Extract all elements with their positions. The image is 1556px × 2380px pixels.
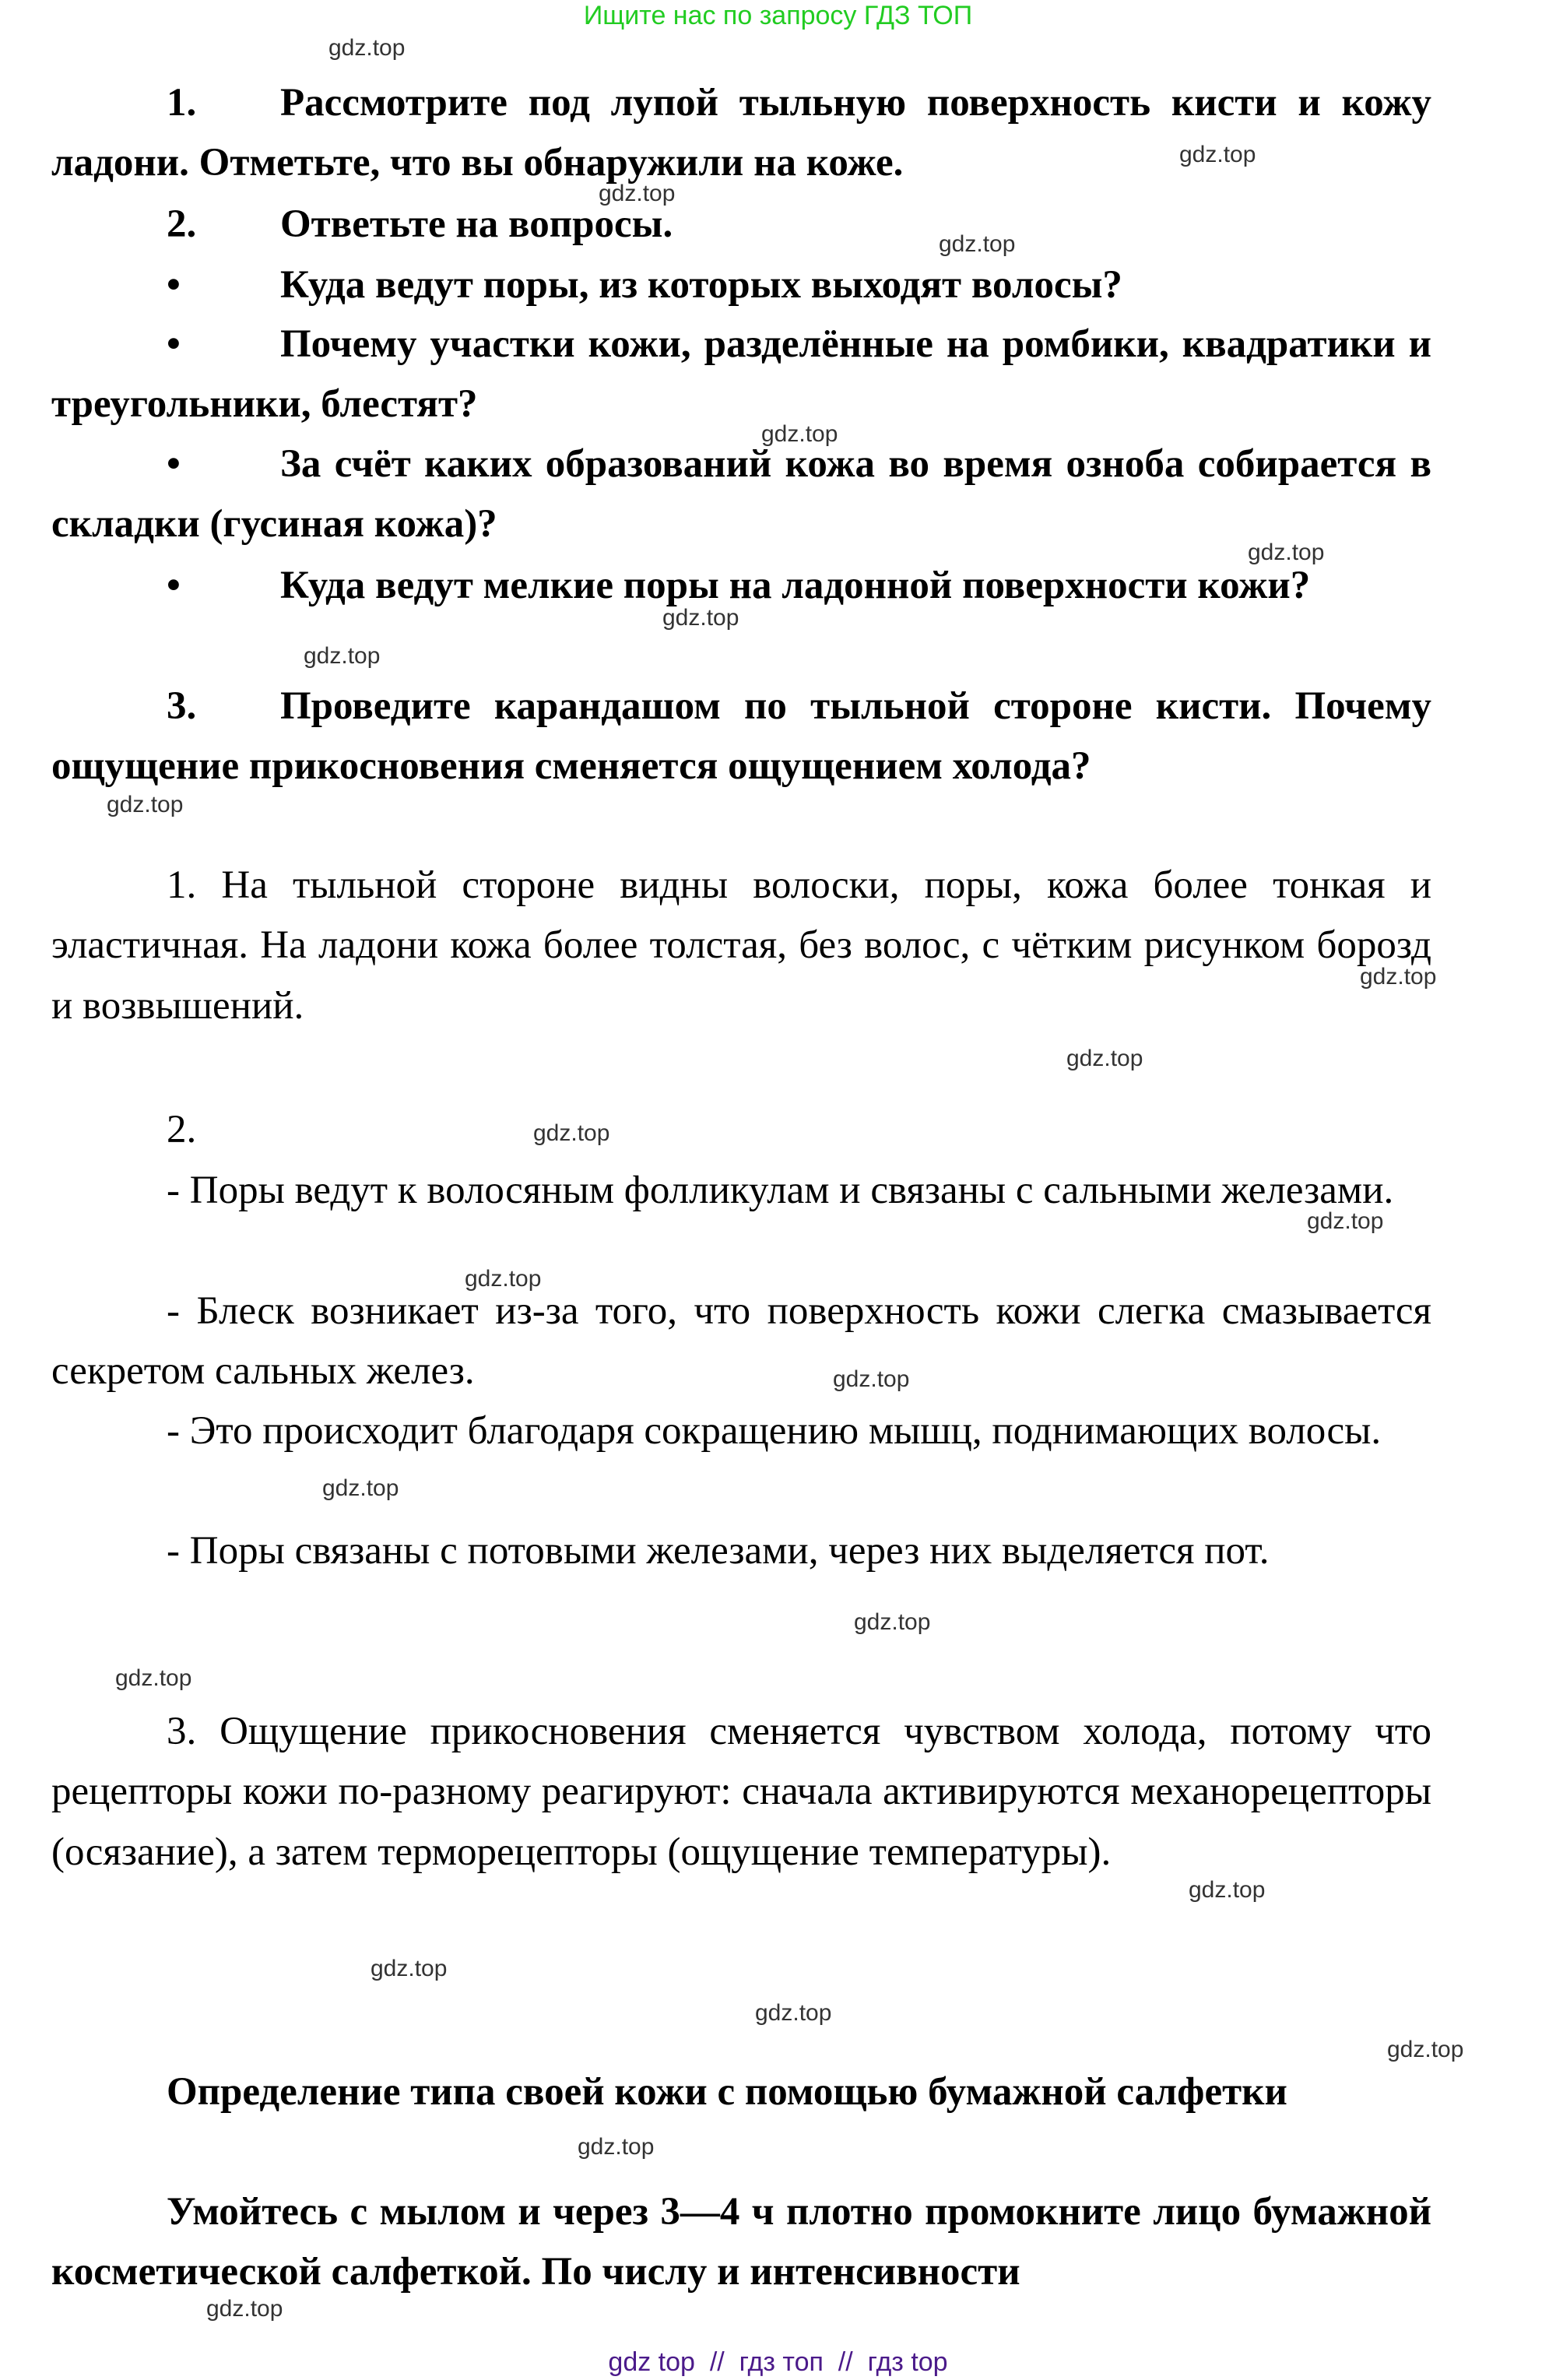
watermark: gdz.top	[371, 1956, 448, 1981]
question-text: Ответьте на вопросы.	[280, 202, 673, 246]
question-text: Почему участки кожи, разделённые на ромбики, квадратики и треугольники, блестят?	[51, 322, 1431, 427]
watermark: gdz.top	[107, 792, 184, 817]
watermark: gdz.top	[206, 2296, 283, 2322]
watermark: gdz.top	[1189, 1877, 1266, 1903]
watermark: gdz.top	[1066, 1046, 1143, 1071]
bullet-icon: •	[167, 263, 181, 307]
question-number: 1.	[167, 81, 197, 125]
watermark: gdz.top	[854, 1609, 931, 1635]
question-text: За счёт каких образований кожа во время озноба собирается в складки (гусиная кожа)?	[51, 442, 1431, 547]
answer-3: 3. Ощущение прикосновения сменяется чувством холода, потому что рецепторы кожи по-разному реагируют: сначала активируются механорецепторы (осязание), а затем терморецепторы (ощущение температуры).	[51, 1710, 1431, 1874]
watermark: gdz.top	[599, 181, 676, 206]
bullet-icon: •	[167, 564, 181, 607]
watermark: gdz.top	[1387, 2037, 1464, 2062]
watermark: gdz.top	[115, 1665, 192, 1691]
question-number: 2.	[167, 202, 197, 246]
question-number: 3.	[167, 684, 197, 728]
watermark: gdz.top	[833, 1366, 910, 1392]
question-text: Куда ведут поры, из которых выходят волосы?	[280, 263, 1122, 307]
watermark: gdz.top	[1248, 540, 1325, 565]
question-bullet-3	[51, 434, 1431, 555]
watermark: gdz.top	[1179, 142, 1256, 167]
watermark: gdz.top	[1307, 1208, 1384, 1234]
bullet-icon: •	[167, 442, 181, 486]
watermark: gdz.top	[755, 2000, 832, 2026]
question-3	[51, 677, 1431, 797]
question-1	[51, 73, 1431, 194]
bullet-icon: •	[167, 322, 181, 366]
question-bullet-1	[51, 255, 1431, 315]
answer-2-heading: 2.	[167, 1108, 197, 1151]
question-bullet-2	[51, 315, 1431, 435]
watermark: gdz.top	[328, 35, 406, 61]
footer-watermark: gdz top // гдз топ // гдз top	[608, 2347, 948, 2377]
section-title: Определение типа своей кожи с помощью бумажной салфетки	[167, 2070, 1287, 2114]
question-text: Куда ведут мелкие поры на ладонной поверхности кожи?	[280, 564, 1311, 607]
answer-1: 1. На тыльной стороне видны волоски, поры, кожа более тонкая и эластичная. На ладони кожа более толстая, без волос, с чётким рисунком борозд и возвышений.	[51, 863, 1431, 1028]
watermark: gdz.top	[662, 605, 739, 631]
watermark: gdz.top	[304, 643, 381, 669]
watermark: gdz.top	[939, 231, 1016, 257]
question-bullet-4	[51, 556, 1431, 616]
watermark: gdz.top	[322, 1475, 399, 1501]
search-banner: Ищите нас по запросу ГДЗ ТОП	[583, 1, 973, 30]
watermark: gdz.top	[533, 1120, 610, 1146]
question-text: Проведите карандашом по тыльной стороне кисти. Почему ощущение прикосновения сменяется ощущением холода?	[51, 684, 1431, 789]
question-text: Рассмотрите под лупой тыльную поверхность кисти и кожу ладони. Отметьте, что вы обнаружили на коже.	[51, 81, 1431, 185]
question-2	[51, 195, 1431, 255]
answer-2b: - Блеск возникает из-за того, что поверхность кожи слегка смазывается секретом сальных желез.	[51, 1289, 1431, 1394]
watermark: gdz.top	[761, 421, 838, 447]
watermark: gdz.top	[1360, 964, 1437, 990]
answer-2a: - Поры ведут к волосяным фолликулам и связаны с сальными железами.	[167, 1169, 1394, 1212]
watermark: gdz.top	[465, 1266, 542, 1292]
section-text: Умойтесь с мылом и через 3—4 ч плотно промокните лицо бумажной косметической салфеткой. По числу и интенсивности	[51, 2190, 1431, 2294]
watermark: gdz.top	[578, 2134, 655, 2160]
answer-2c: - Это происходит благодаря сокращению мышц, поднимающих волосы.	[167, 1409, 1382, 1453]
answer-2d: - Поры связаны с потовыми железами, через них выделяется пот.	[167, 1529, 1270, 1573]
